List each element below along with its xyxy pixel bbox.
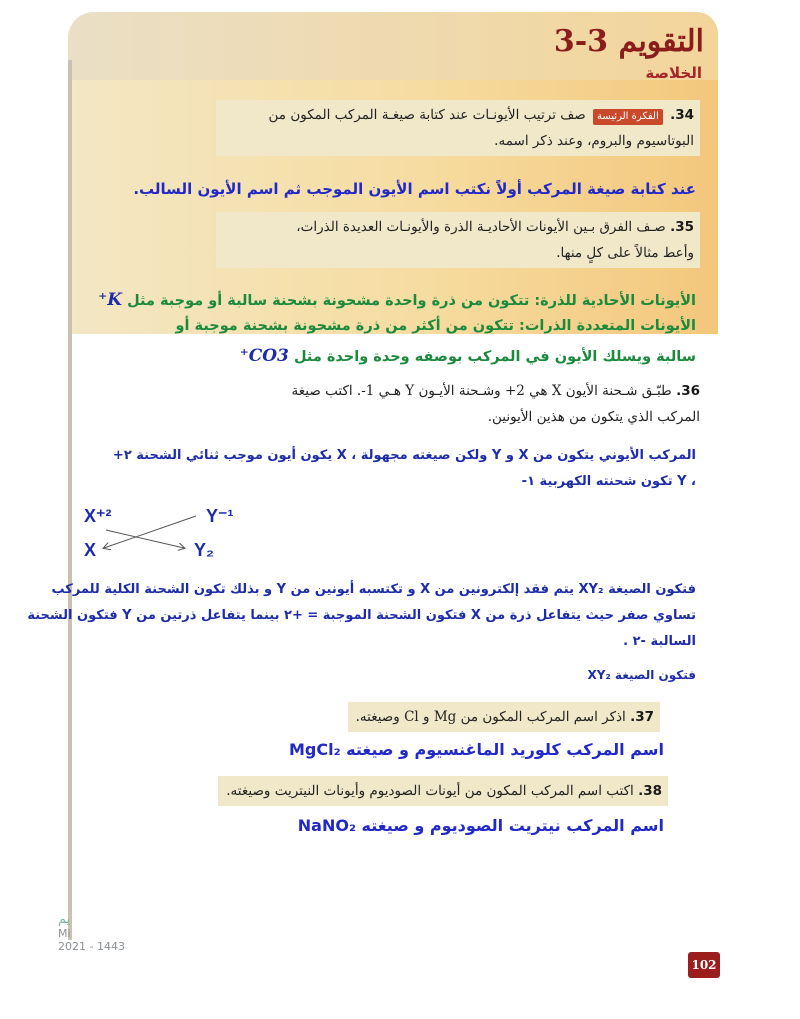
question-number: 36. — [676, 383, 700, 399]
answer-38: اسم المركب نيتريت الصوديوم و صيغته NaNO₂ — [297, 816, 664, 835]
answer-36-line6: فتكون الصيغة XY₂ — [587, 668, 696, 682]
question-number: 35. — [670, 219, 694, 235]
answer-34: عند كتابة صيغة المركب أولاً نكتب اسم الأيون الموجب ثم اسم الأيون السالب. — [133, 180, 696, 198]
answer-35-line1 — [98, 290, 696, 310]
main-idea-tag: الفكرة الرئيسة — [593, 109, 663, 125]
question-text: البوتاسيوم والبروم، وعند ذكر اسمه. — [494, 133, 694, 149]
question-34 — [216, 100, 700, 156]
question-number: 38. — [638, 783, 662, 799]
diagram-x-result: X — [84, 540, 97, 560]
publisher-mark-year: 2021 - 1443 — [58, 940, 125, 953]
answer-36-line5: السالبة -٢ . — [623, 634, 696, 649]
question-text: وأعط مثالاً على كلٍ منها. — [556, 245, 694, 261]
question-38 — [218, 776, 668, 806]
carbonate-ion-formula: CO3⁺ — [239, 346, 289, 366]
answer-text: الأيونات الأحادية للذرة: تتكون من ذرة واحدة مشحونة بشحنة سالبة أو موجبة مثل — [127, 293, 696, 309]
answer-36-line1: المركب الأيوني يتكون من X و Y ولكن صيغته مجهولة ، X يكون أيون موجب ثنائي الشحنة ٢+ — [112, 448, 696, 463]
question-number: 37. — [630, 709, 654, 725]
question-text: المركب الذي يتكون من هذين الأيونين. — [487, 409, 700, 425]
question-text: صـف الفرق بـين الأيونات الأحاديـة الذرة والأيونـات العديدة الذرات، — [296, 219, 666, 235]
publisher-mark-line1: يم — [58, 912, 71, 927]
answer-36-line2: ، Y تكون شحنته الكهربية ١- — [521, 474, 696, 489]
page-title: التقويم 3-3 — [553, 24, 704, 59]
answer-35-line3 — [240, 346, 696, 366]
page-subtitle: الخلاصة — [645, 64, 702, 82]
cross-arrows — [98, 510, 208, 556]
question-number: 34. — [670, 107, 694, 123]
answer-36-line3: فتكون الصيغة XY₂ يتم فقد إلكترونين من X و تكتسبه أيونين من Y و بذلك تكون الشحنة الكلية للمركب — [51, 582, 696, 597]
publisher-mark-line2: Mi — [58, 927, 71, 940]
question-36 — [200, 378, 700, 430]
question-35 — [216, 212, 700, 268]
potassium-ion-formula: K⁺ — [98, 290, 123, 310]
question-text: اذكر اسم المركب المكون من Mg و Cl وصيغته. — [355, 709, 626, 725]
page-number: 102 — [688, 952, 720, 978]
diagram-y-result: Y₂ — [194, 540, 215, 560]
answer-36-line4: تساوي صفر حيث يتفاعل ذرة من X فتكون الشحنة الموجبة = +٢ بينما يتفاعل ذرتين من Y فتكون الشحنة — [27, 608, 696, 623]
answer-text: سالبة ويسلك الأيون في المركب بوصفه وحدة واحدة مثل — [293, 349, 696, 365]
publisher-mark — [58, 912, 125, 953]
answer-35-line2: الأيونات المتعددة الذرات: تتكون من أكثر من ذرة مشحونة بشحنة موجبة أو — [175, 318, 696, 334]
answer-37: اسم المركب كلوريد الماغنسيوم و صيغته MgCl₂ — [289, 740, 664, 759]
diagram-y-charge: Y⁻¹ — [206, 506, 234, 526]
page-edge-line — [68, 60, 72, 940]
question-text: اكتب اسم المركب المكون من أيونات الصوديوم وأيونات النيتريت وصيغته. — [226, 783, 634, 799]
question-text: صف ترتيب الأيونـات عند كتابة صيغـة المركب المكون من — [268, 107, 586, 123]
question-37 — [348, 702, 660, 732]
diagram-x-charge: X⁺² — [84, 506, 112, 526]
question-text: طبّـق شـحنة الأيون X هي 2+ وشـحنة الأيـون Y هـي 1-. اكتب صيغة — [291, 383, 672, 399]
